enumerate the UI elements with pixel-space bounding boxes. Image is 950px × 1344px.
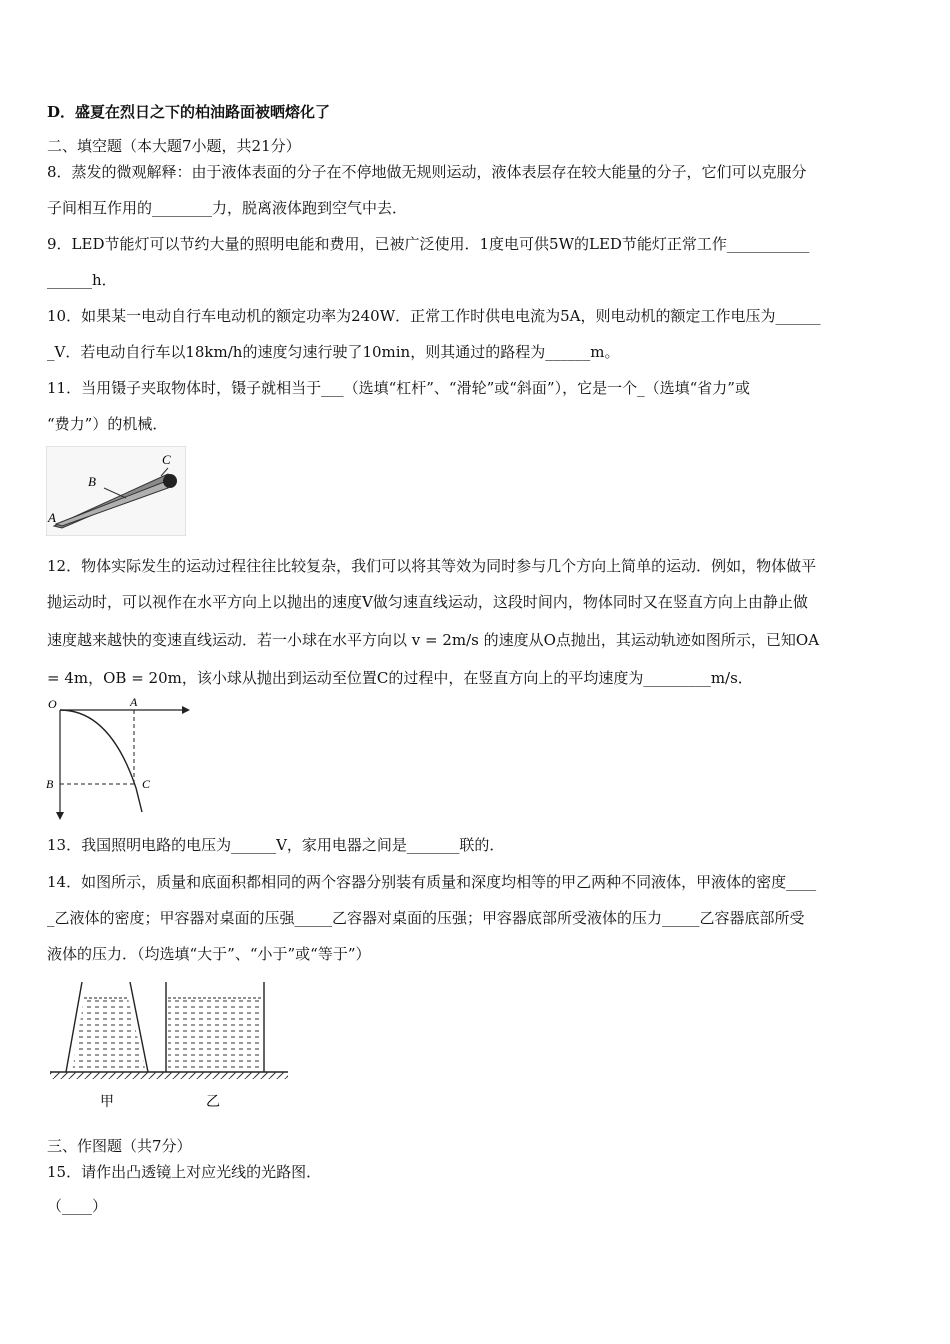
trajectory-label-b: B [46, 777, 54, 791]
q10-line-1: 10．如果某一电动自行车电动机的额定功率为240W．正常工作时供电电流为5A，则电动机的额定工作电压为______ [47, 307, 821, 325]
section-2-heading: 二、填空题（本大题7小题，共21分） [47, 137, 301, 155]
q12-line-1: 12．物体实际发生的运动过程往往比较复杂，我们可以将其等效为同时参与几个方向上简单的运动．例如，物体做平 [47, 557, 817, 575]
container-label-yi: 乙 [206, 1095, 220, 1110]
tweezers-figure [46, 446, 186, 536]
q14-line-1: 14．如图所示，质量和底面积都相同的两个容器分别装有质量和深度均相等的甲乙两种不同液体，甲液体的密度____ [47, 873, 817, 891]
q15-line: 15．请作出凸透镜上对应光线的光路图． [47, 1163, 322, 1181]
q12-line-2: 抛运动时，可以视作在水平方向上以抛出的速度V做匀速直线运动，这段时间内，物体同时又在竖直方向上由静止做 [47, 593, 808, 611]
tweezers-label-c: C [162, 452, 171, 467]
q8-line-1: 8．蒸发的微观解释：由于液体表面的分子在不停地做无规则运动，液体表层存在较大能量的分子，它们可以克服分 [47, 163, 807, 181]
q15-answer-blank[interactable]: （____） [47, 1197, 108, 1215]
containers-figure [46, 974, 292, 1114]
trajectory-label-a: A [130, 696, 138, 709]
q11-line-1: 11．当用镊子夹取物体时，镊子就相当于___（选填“杠杆”、“滑轮”或“斜面”），它是一个_（选填“省力”或 [47, 379, 750, 397]
trajectory-label-o: O [48, 697, 57, 711]
q14-line-2: _乙液体的密度；甲容器对桌面的压强_____乙容器对桌面的压强；甲容器底部所受液体的压力_____乙容器底部所受 [47, 909, 805, 927]
q9-line-1: 9．LED节能灯可以节约大量的照明电能和费用，已被广泛使用．1度电可供5W的LED节能灯正常工作___________ [47, 235, 810, 253]
q14-line-3: 液体的压力．（均选填“大于”、“小于”或“等于”） [47, 945, 371, 963]
tweezers-label-b: B [88, 474, 96, 489]
q13-line: 13．我国照明电路的电压为______V，家用电器之间是_______联的． [47, 836, 505, 854]
trajectory-label-c: C [142, 777, 151, 791]
q12-line-3: 速度越来越快的变速直线运动．若一小球在水平方向以 v = 2m/s 的速度从O点抛出，其运动轨迹如图所示，已知OA [47, 631, 820, 649]
q12-line-4: = 4m，OB = 20m，该小球从抛出到运动至位置C的过程中，在竖直方向上的平均速度为_________m/s． [47, 669, 753, 687]
tweezers-label-a: A [48, 510, 56, 525]
container-label-jia: 甲 [100, 1095, 114, 1110]
q10-line-2: _V．若电动自行车以18km/h的速度匀速行驶了10min，则其通过的路程为______m。 [47, 343, 620, 361]
q8-line-2: 子间相互作用的________力，脱离液体跑到空气中去． [47, 199, 408, 217]
section-3-heading: 三、作图题（共7分） [47, 1137, 192, 1155]
option-d: D．盛夏在烈日之下的柏油路面被晒熔化了 [47, 103, 331, 121]
q9-line-2: ______h． [47, 271, 117, 289]
trajectory-figure [40, 696, 190, 820]
q11-line-2: “费力”）的机械． [47, 415, 168, 433]
